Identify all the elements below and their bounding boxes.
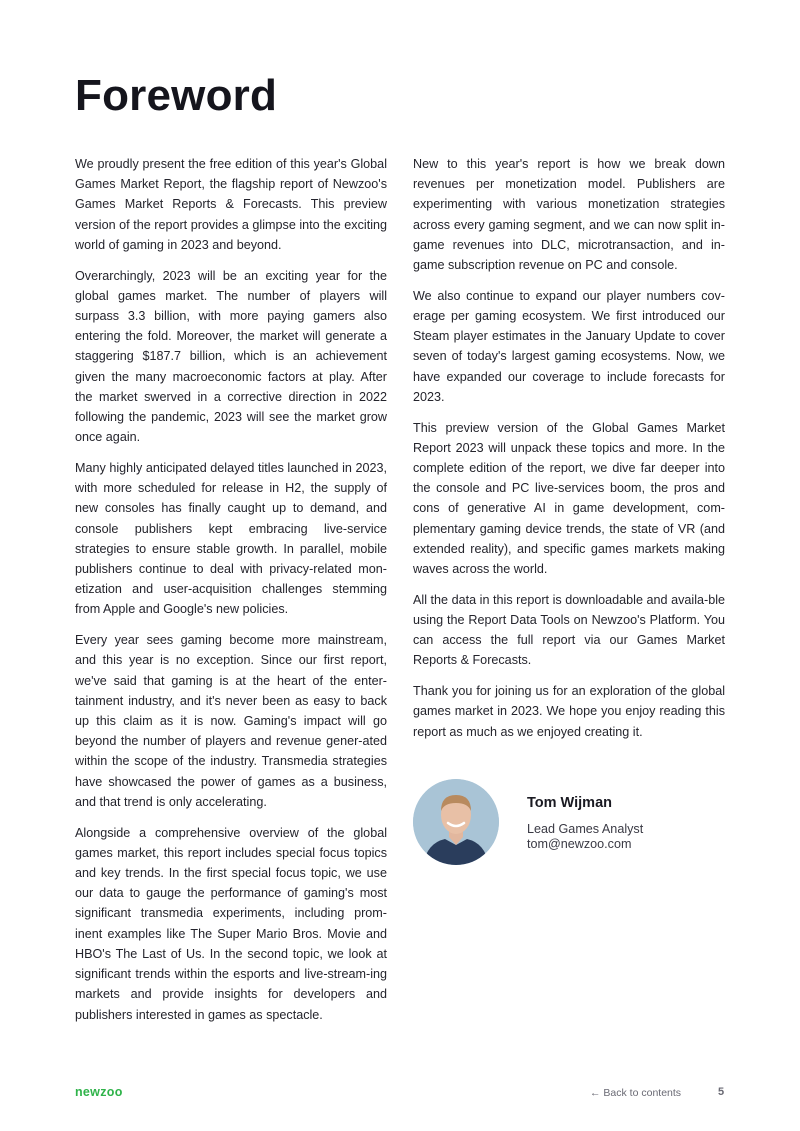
paragraph: New to this year's report is how we break down revenues per monetization model. Publishers are experimenting with various monetization strategies across every gaming segment, and we can now split in-game revenues into DLC, microtransaction, and in-game subscription revenue on PC and console. [413,157,725,273]
left-column [75,154,387,1035]
paragraph: All the data in this report is downloadable and availa-ble using the Report Data Tools on Newzoo's Platform. You can access the full report via our Games Market Reports & Forecasts. [413,592,725,668]
author-name: Tom Wijman [527,795,612,811]
newzoo-logo: newzoo [75,1085,123,1099]
avatar [413,779,499,865]
author-role: Lead Games Analyst [527,822,644,836]
paragraph: This preview version of the Global Games Market Report 2023 will unpack these topics and more. In the complete edition of the report, we dive far deeper into the console and PC live-services boom, the pros and cons of generative AI in game development, com-plementary gaming device trends, the state of VR (and extended reality), and specific games markets making waves across the world. [413,420,725,577]
page-title: Foreword [75,71,278,120]
paragraph: Alongside a comprehensive overview of the global games market, this report includes special focus topics and key trends. In the first special focus topic, we use our data to gauge the performance of gaming's most significant transmedia experiments, including prom-inent examples like The Super Mario Bros. Movie and HBO's The Last of Us. In the second topic, we look at significant trends within the esports and live-stream-ing markets and provide insights for developers and publishers interested in games as spectacle. [75,825,387,1022]
paragraph: We proudly present the free edition of this year's Global Games Market Report, the flagship report of Newzoo's Games Market Reports & Forecasts. This preview version of the report provides a glimpse into the exciting world of gaming in 2023 and beyond. [75,157,387,252]
paragraph: Overarchingly, 2023 will be an exciting year for the global games market. The number of players will surpass 3.3 billion, with more paying gamers also entering the fold. Moreover, the market will generate a staggering $187.7 billion, which is an achievement given the many macroeconomic factors at play. After the market swerved in a corrective direction in 2022 following the pandemic, 2023 will see the market grow once again. [75,268,387,445]
person-photo-icon [413,779,499,865]
author-email[interactable]: tom@newzoo.com [527,837,632,851]
page-number: 5 [718,1086,725,1098]
author-card [413,779,733,869]
paragraph: Thank you for joining us for an exploration of the global games market in 2023. We hope you enjoy reading this report as much as we enjoyed creating it. [413,684,725,739]
paragraph: We also continue to expand our player numbers cov-erage per gaming ecosystem. We first introduced our Steam player estimates in the January Update to cover seven of today's largest gaming ecosystems. Now, we have expanded our coverage to include forecasts for 2023. [413,288,725,404]
paragraph: Many highly anticipated delayed titles launched in 2023, with more scheduled for release in H2, the supply of new consoles has finally caught up to demand, and console publishers kept embracing live-service strategies to ensure stable growth. In parallel, mobile publishers continue to deal with privacy-related mon-etization and user-acquisition challenges stemming from Apple and Google's new policies. [75,461,387,617]
right-column [413,154,725,752]
paragraph: Every year sees gaming become more mainstream, and this year is no exception. Since our first report, we've said that gaming is at the heart of the enter-tainment industry, and it's never been as easy to back up this claim as it is now. Gaming's impact will go beyond the number of players and revenue gener-ated within the scope of the industry. Transmedia strategies have showcased the power of games as a business, and that trend is only accelerating. [75,633,387,809]
back-to-contents-link[interactable]: ← Back to contents [590,1087,682,1099]
